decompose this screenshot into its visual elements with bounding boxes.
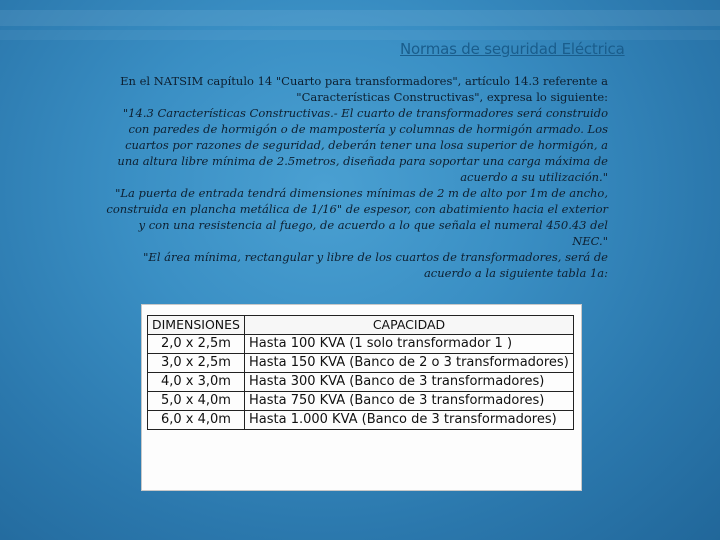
- capacity-cell: Hasta 1.000 KVA (Banco de 3 transformadores): [245, 411, 574, 430]
- header-capacidad: CAPACIDAD: [245, 316, 574, 335]
- table-row: [148, 373, 574, 392]
- dimension-cell: 3,0 x 2,5m: [148, 354, 245, 373]
- capacity-cell: Hasta 750 KVA (Banco de 3 transformadores): [245, 392, 574, 411]
- table-row: [148, 354, 574, 373]
- body-paragraph: "La puerta de entrada tendrá dimensiones mínimas de 2 m de alto por 1m de ancho, construida en plancha metálica de 1/16" de espesor, con abatimiento hacia el exterior y con una resistencia al fuego, de acuerdo a lo que señala el numeral 450.43 del NEC.": [106, 186, 608, 248]
- table-image-frame: [141, 304, 582, 491]
- table-header-row: [148, 316, 574, 335]
- capacity-cell: Hasta 100 KVA (1 solo transformador 1 ): [245, 335, 574, 354]
- decorative-band: [0, 10, 720, 26]
- dimension-cell: 2,0 x 2,5m: [148, 335, 245, 354]
- dimensions-table: [147, 315, 574, 430]
- body-paragraph: "El área mínima, rectangular y libre de los cuartos de transformadores, será de acuerdo a la siguiente tabla 1a:: [143, 250, 608, 280]
- table-body: [148, 335, 574, 430]
- capacity-cell: Hasta 150 KVA (Banco de 2 o 3 transformadores): [245, 354, 574, 373]
- slide-body: [105, 73, 608, 281]
- capacity-cell: Hasta 300 KVA (Banco de 3 transformadores): [245, 373, 574, 392]
- dimension-cell: 5,0 x 4,0m: [148, 392, 245, 411]
- dimension-cell: 6,0 x 4,0m: [148, 411, 245, 430]
- decorative-band: [0, 30, 720, 40]
- dimension-cell: 4,0 x 3,0m: [148, 373, 245, 392]
- body-paragraph: En el NATSIM capítulo 14 "Cuarto para transformadores", artículo 14.3 referente a "Características Constructivas", expresa lo siguiente:: [120, 74, 608, 104]
- table-row: [148, 411, 574, 430]
- header-dimensiones: DIMENSIONES: [148, 316, 245, 335]
- slide-title: Normas de seguridad Eléctrica: [400, 40, 625, 58]
- table-row: [148, 392, 574, 411]
- table-row: [148, 335, 574, 354]
- body-paragraph: "14.3 Características Constructivas.- El cuarto de transformadores será construido con paredes de hormigón o de mampostería y columnas de hormigón armado. Los cuartos por razones de seguridad, deberán tener una losa superior de hormigón, a una altura libre mínima de 2.5metros, diseñada para soportar una carga máxima de acuerdo a su utilización.": [117, 106, 608, 184]
